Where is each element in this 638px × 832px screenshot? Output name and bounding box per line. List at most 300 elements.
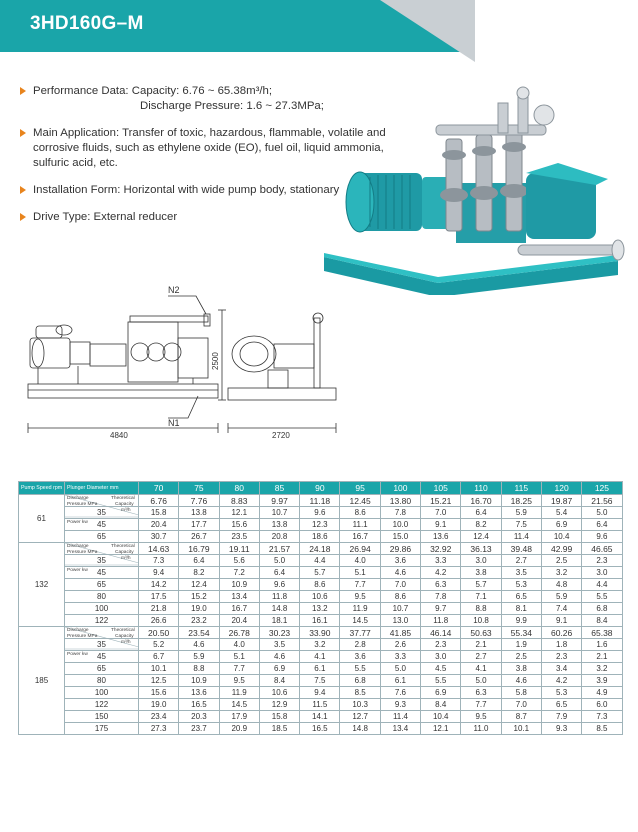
bullet-arrow-icon <box>20 186 26 194</box>
diag-power: Power kw <box>67 520 88 525</box>
specification-table <box>18 481 623 735</box>
pressure-cell: 12.5 <box>139 675 179 687</box>
pressure-cell: 2.8 <box>340 639 380 651</box>
header-decoration <box>380 0 475 62</box>
pressure-cell: 5.4 <box>541 507 581 519</box>
power-cell: 175 <box>65 723 139 735</box>
pressure-cell: 5.0 <box>380 663 420 675</box>
pressure-cell: 7.3 <box>139 555 179 567</box>
pressure-cell: 3.0 <box>421 651 461 663</box>
pressure-cell: 8.4 <box>421 699 461 711</box>
pressure-cell: 6.3 <box>421 579 461 591</box>
pressure-cell: 4.1 <box>461 663 501 675</box>
diag-capacity: Capacity <box>115 550 134 555</box>
diag-unit: m³/h <box>121 508 131 513</box>
pressure-cell: 4.6 <box>259 651 299 663</box>
table-body <box>19 495 623 735</box>
pressure-cell: 5.6 <box>219 555 259 567</box>
pressure-cell: 5.9 <box>179 651 219 663</box>
pressure-cell: 10.1 <box>139 663 179 675</box>
pressure-cell: 7.5 <box>501 519 541 531</box>
pressure-cell: 16.5 <box>300 723 340 735</box>
diameter-cell: 90 <box>300 482 340 495</box>
diameter-cell: 120 <box>541 482 581 495</box>
diameter-cell: 125 <box>582 482 622 495</box>
pump-speed-cell: 132 <box>19 543 65 627</box>
pressure-cell: 10.4 <box>421 711 461 723</box>
pressure-cell: 16.7 <box>219 603 259 615</box>
pressure-cell: 10.1 <box>501 723 541 735</box>
installation-text: Installation Form: Horizontal with wide pump body, stationary <box>33 184 340 196</box>
pressure-cell: 13.4 <box>219 591 259 603</box>
power-cell: 35 <box>65 639 139 651</box>
pressure-cell: 11.8 <box>259 591 299 603</box>
pressure-cell: 10.6 <box>259 687 299 699</box>
pressure-cell: 10.9 <box>179 675 219 687</box>
diameter-cell: 95 <box>340 482 380 495</box>
header-plunger-diameter: Plunger Diameter mm <box>65 482 139 495</box>
pressure-cell: 6.0 <box>582 699 622 711</box>
capacity-cell: 13.80 <box>380 495 420 507</box>
performance-label: Performance Data: <box>33 85 129 97</box>
pressure-cell: 6.9 <box>421 687 461 699</box>
pressure-cell: 10.3 <box>340 699 380 711</box>
pressure-cell: 6.8 <box>340 675 380 687</box>
pressure-cell: 5.7 <box>461 579 501 591</box>
dimension-width: 4840 <box>110 431 128 440</box>
pressure-cell: 6.5 <box>541 699 581 711</box>
pressure-cell: 8.6 <box>380 591 420 603</box>
power-cell: 45 <box>65 519 139 531</box>
pressure-cell: 6.8 <box>582 603 622 615</box>
pressure-cell: 12.4 <box>179 579 219 591</box>
pressure-cell: 11.9 <box>340 603 380 615</box>
pressure-cell: 8.1 <box>501 603 541 615</box>
pressure-cell: 14.5 <box>340 615 380 627</box>
pressure-cell: 7.7 <box>219 663 259 675</box>
pressure-cell: 11.1 <box>340 519 380 531</box>
capacity-cell: 12.45 <box>340 495 380 507</box>
pressure-cell: 3.0 <box>461 555 501 567</box>
pressure-cell: 3.4 <box>541 663 581 675</box>
pressure-cell: 20.9 <box>219 723 259 735</box>
diameter-cell: 70 <box>139 482 179 495</box>
pressure-cell: 8.5 <box>582 723 622 735</box>
pressure-cell: 9.5 <box>340 591 380 603</box>
bullet-arrow-icon <box>20 87 26 95</box>
pressure-cell: 13.2 <box>300 603 340 615</box>
power-cell: 100 <box>65 687 139 699</box>
diameter-cell: 105 <box>421 482 461 495</box>
pressure-cell: 7.0 <box>421 507 461 519</box>
pressure-cell: 11.9 <box>219 687 259 699</box>
nozzle-n2-label: N2 <box>168 285 180 295</box>
capacity-cell: 19.11 <box>219 543 259 555</box>
pressure-cell: 3.8 <box>501 663 541 675</box>
pressure-cell: 14.1 <box>300 711 340 723</box>
power-cell: 45 <box>65 567 139 579</box>
pressure-cell: 7.4 <box>541 603 581 615</box>
capacity-cell: 8.83 <box>219 495 259 507</box>
pressure-cell: 10.8 <box>461 615 501 627</box>
capacity-cell: 21.57 <box>259 543 299 555</box>
capacity-cell: 46.65 <box>582 543 622 555</box>
pressure-cell: 15.0 <box>380 531 420 543</box>
capacity-row <box>19 543 623 555</box>
pressure-cell: 17.7 <box>179 519 219 531</box>
pressure-row <box>19 711 623 723</box>
pressure-cell: 5.9 <box>541 591 581 603</box>
capacity-cell: 15.21 <box>421 495 461 507</box>
power-cell: 65 <box>65 531 139 543</box>
pressure-cell: 7.3 <box>582 711 622 723</box>
capacity-cell: 36.13 <box>461 543 501 555</box>
pressure-cell: 14.8 <box>340 723 380 735</box>
application-text: Main Application: Transfer of toxic, hazardous, flammable, volatile and corrosive fluids, such as ethylene oxide (EO), fuel oil, liquid ammonia, sulfuric acid, etc. <box>33 127 386 169</box>
pressure-cell: 2.3 <box>582 555 622 567</box>
power-cell: 100 <box>65 603 139 615</box>
pressure-cell: 15.8 <box>139 507 179 519</box>
pressure-cell: 6.9 <box>259 663 299 675</box>
pressure-cell: 6.4 <box>259 567 299 579</box>
capacity-cell: 19.87 <box>541 495 581 507</box>
pressure-cell: 9.3 <box>541 723 581 735</box>
pressure-cell: 12.1 <box>421 723 461 735</box>
pressure-row <box>19 699 623 711</box>
bullet-arrow-icon <box>20 129 26 137</box>
pressure-cell: 9.6 <box>582 531 622 543</box>
drive-text: Drive Type: External reducer <box>33 211 178 223</box>
pressure-row <box>19 615 623 627</box>
pressure-cell: 12.3 <box>300 519 340 531</box>
pressure-cell: 6.7 <box>139 651 179 663</box>
pressure-cell: 3.2 <box>300 639 340 651</box>
diag-discharge: Discharge <box>67 628 89 633</box>
pressure-cell: 4.2 <box>421 567 461 579</box>
nozzle-n1-label: N1 <box>168 418 180 428</box>
pressure-cell: 9.1 <box>421 519 461 531</box>
pressure-cell: 9.1 <box>541 615 581 627</box>
pressure-cell: 5.0 <box>461 675 501 687</box>
power-cell: 65 <box>65 579 139 591</box>
pressure-cell: 5.0 <box>259 555 299 567</box>
pressure-cell: 4.6 <box>501 675 541 687</box>
capacity-cell: 23.54 <box>179 627 219 639</box>
pressure-cell: 9.6 <box>259 579 299 591</box>
capacity-cell: 46.14 <box>421 627 461 639</box>
pump-speed-cell: 61 <box>19 495 65 543</box>
pressure-cell: 9.5 <box>461 711 501 723</box>
pressure-cell: 3.6 <box>340 651 380 663</box>
pressure-row <box>19 591 623 603</box>
pressure-cell: 2.5 <box>501 651 541 663</box>
diag-theoretical: Theoretical <box>111 628 135 633</box>
capacity-row <box>19 627 623 639</box>
diameter-cell: 75 <box>179 482 219 495</box>
pressure-cell: 6.5 <box>501 591 541 603</box>
pressure-cell: 23.4 <box>139 711 179 723</box>
dimension-height: 2500 <box>211 352 220 370</box>
pressure-cell: 11.5 <box>300 699 340 711</box>
pressure-cell: 9.4 <box>300 687 340 699</box>
pressure-cell: 3.2 <box>541 567 581 579</box>
pressure-cell: 8.7 <box>501 711 541 723</box>
pressure-cell: 23.7 <box>179 723 219 735</box>
pressure-cell: 15.8 <box>259 711 299 723</box>
pressure-cell: 13.0 <box>380 615 420 627</box>
pressure-cell: 10.4 <box>541 531 581 543</box>
pressure-cell: 6.4 <box>461 507 501 519</box>
pressure-cell: 12.9 <box>259 699 299 711</box>
power-cell: 35 <box>65 507 139 519</box>
pressure-cell: 7.0 <box>501 699 541 711</box>
capacity-cell: 42.99 <box>541 543 581 555</box>
pressure-cell: 5.8 <box>501 687 541 699</box>
pressure-cell: 7.2 <box>219 567 259 579</box>
pressure-cell: 4.2 <box>541 675 581 687</box>
pressure-cell: 5.5 <box>582 591 622 603</box>
pressure-cell: 5.1 <box>340 567 380 579</box>
pressure-cell: 4.9 <box>582 687 622 699</box>
pressure-cell: 23.5 <box>219 531 259 543</box>
pressure-cell: 10.7 <box>380 603 420 615</box>
pressure-cell: 7.6 <box>380 687 420 699</box>
diag-theoretical: Theoretical <box>111 496 135 501</box>
pressure-cell: 7.9 <box>541 711 581 723</box>
discharge-text: Discharge Pressure: 1.6 ~ 27.3MPa; <box>140 100 324 112</box>
pressure-cell: 4.6 <box>179 639 219 651</box>
capacity-cell: 37.77 <box>340 627 380 639</box>
pressure-cell: 4.6 <box>380 567 420 579</box>
pressure-cell: 8.6 <box>340 507 380 519</box>
pressure-cell: 26.7 <box>179 531 219 543</box>
diameter-cell: 85 <box>259 482 299 495</box>
pressure-cell: 5.9 <box>501 507 541 519</box>
pressure-cell: 6.3 <box>461 687 501 699</box>
pressure-cell: 9.7 <box>421 603 461 615</box>
diameter-cell: 115 <box>501 482 541 495</box>
pressure-cell: 4.0 <box>340 555 380 567</box>
pressure-cell: 2.1 <box>582 651 622 663</box>
power-cell: 45 <box>65 651 139 663</box>
pressure-cell: 8.2 <box>461 519 501 531</box>
pressure-row <box>19 663 623 675</box>
capacity-cell: 18.25 <box>501 495 541 507</box>
capacity-cell: 21.56 <box>582 495 622 507</box>
pressure-cell: 11.4 <box>501 531 541 543</box>
pressure-cell: 14.8 <box>259 603 299 615</box>
power-cell: 122 <box>65 699 139 711</box>
pressure-cell: 2.5 <box>541 555 581 567</box>
capacity-cell: 26.78 <box>219 627 259 639</box>
pressure-cell: 3.6 <box>380 555 420 567</box>
pressure-cell: 4.8 <box>541 579 581 591</box>
pressure-cell: 12.7 <box>340 711 380 723</box>
pressure-cell: 6.1 <box>300 663 340 675</box>
pressure-cell: 18.1 <box>259 615 299 627</box>
diag-capacity: Capacity <box>115 502 134 507</box>
pressure-cell: 17.5 <box>139 591 179 603</box>
pressure-cell: 4.5 <box>421 663 461 675</box>
pressure-cell: 3.8 <box>461 567 501 579</box>
capacity-cell: 41.85 <box>380 627 420 639</box>
pressure-cell: 4.4 <box>300 555 340 567</box>
pressure-cell: 16.5 <box>179 699 219 711</box>
pressure-cell: 9.4 <box>139 567 179 579</box>
capacity-cell: 65.38 <box>582 627 622 639</box>
capacity-cell: 50.63 <box>461 627 501 639</box>
pressure-cell: 2.1 <box>461 639 501 651</box>
power-cell: 122 <box>65 615 139 627</box>
pressure-cell: 2.7 <box>461 651 501 663</box>
pressure-cell: 30.7 <box>139 531 179 543</box>
capacity-cell: 6.76 <box>139 495 179 507</box>
capacity-cell: 16.70 <box>461 495 501 507</box>
pressure-cell: 1.9 <box>501 639 541 651</box>
pressure-cell: 5.0 <box>582 507 622 519</box>
pressure-cell: 7.7 <box>340 579 380 591</box>
pressure-cell: 11.4 <box>380 711 420 723</box>
diag-pressure: Pressure MPa <box>67 502 98 507</box>
capacity-cell: 60.26 <box>541 627 581 639</box>
pressure-cell: 7.8 <box>421 591 461 603</box>
pump-photo <box>318 85 636 295</box>
pressure-row <box>19 723 623 735</box>
pressure-cell: 8.4 <box>259 675 299 687</box>
pressure-cell: 7.5 <box>300 675 340 687</box>
pressure-cell: 9.3 <box>380 699 420 711</box>
pressure-cell: 13.6 <box>179 687 219 699</box>
pressure-cell: 13.6 <box>421 531 461 543</box>
power-cell: 80 <box>65 675 139 687</box>
dimension-drawing <box>18 278 368 450</box>
pressure-cell: 9.5 <box>219 675 259 687</box>
pressure-cell: 12.4 <box>461 531 501 543</box>
pressure-cell: 4.0 <box>219 639 259 651</box>
pressure-row <box>19 531 623 543</box>
pressure-cell: 14.2 <box>139 579 179 591</box>
capacity-cell: 39.48 <box>501 543 541 555</box>
pump-speed-cell: 185 <box>19 627 65 735</box>
diameter-cell: 110 <box>461 482 501 495</box>
pressure-cell: 12.1 <box>219 507 259 519</box>
pressure-cell: 15.6 <box>139 687 179 699</box>
pressure-cell: 1.6 <box>582 639 622 651</box>
pressure-cell: 10.7 <box>259 507 299 519</box>
pressure-cell: 26.6 <box>139 615 179 627</box>
pressure-cell: 8.8 <box>179 663 219 675</box>
pressure-cell: 3.3 <box>421 555 461 567</box>
pressure-cell: 5.5 <box>340 663 380 675</box>
capacity-row <box>19 495 623 507</box>
pressure-cell: 27.3 <box>139 723 179 735</box>
pressure-cell: 5.3 <box>501 579 541 591</box>
pressure-cell: 15.6 <box>219 519 259 531</box>
diag-discharge: Discharge <box>67 544 89 549</box>
pressure-cell: 1.8 <box>541 639 581 651</box>
pressure-cell: 3.3 <box>380 651 420 663</box>
pressure-cell: 4.1 <box>300 651 340 663</box>
pressure-cell: 20.4 <box>219 615 259 627</box>
pressure-row <box>19 603 623 615</box>
header-pump-speed: Pump Speed rpm <box>19 482 65 495</box>
capacity-cell: 29.86 <box>380 543 420 555</box>
pressure-cell: 4.4 <box>582 579 622 591</box>
pressure-cell: 20.4 <box>139 519 179 531</box>
pressure-cell: 20.8 <box>259 531 299 543</box>
pressure-cell: 21.8 <box>139 603 179 615</box>
pressure-cell: 11.0 <box>461 723 501 735</box>
power-cell: 80 <box>65 591 139 603</box>
pressure-cell: 3.5 <box>501 567 541 579</box>
pressure-cell: 7.8 <box>380 507 420 519</box>
capacity-cell: 24.18 <box>300 543 340 555</box>
pressure-cell: 2.7 <box>501 555 541 567</box>
capacity-cell: 14.63 <box>139 543 179 555</box>
diag-theoretical: Theoretical <box>111 544 135 549</box>
pressure-cell: 13.4 <box>380 723 420 735</box>
pressure-cell: 7.1 <box>461 591 501 603</box>
pressure-cell: 6.4 <box>179 555 219 567</box>
pressure-cell: 14.5 <box>219 699 259 711</box>
pressure-cell: 5.7 <box>300 567 340 579</box>
pressure-row <box>19 687 623 699</box>
pressure-cell: 3.9 <box>582 675 622 687</box>
pressure-cell: 2.3 <box>421 639 461 651</box>
pressure-cell: 16.1 <box>300 615 340 627</box>
pressure-cell: 13.8 <box>259 519 299 531</box>
capacity-cell: 32.92 <box>421 543 461 555</box>
pressure-cell: 7.7 <box>461 699 501 711</box>
pressure-cell: 17.9 <box>219 711 259 723</box>
capacity-text: Capacity: 6.76 ~ 65.38m³/h; <box>131 85 273 97</box>
bullet-arrow-icon <box>20 213 26 221</box>
pressure-cell: 5.3 <box>541 687 581 699</box>
capacity-cell: 20.50 <box>139 627 179 639</box>
pressure-row <box>19 675 623 687</box>
diag-pressure: Pressure MPa <box>67 550 98 555</box>
pressure-cell: 8.6 <box>300 579 340 591</box>
diag-capacity: Capacity <box>115 634 134 639</box>
pressure-cell: 15.2 <box>179 591 219 603</box>
pressure-cell: 8.4 <box>582 615 622 627</box>
diag-unit: m³/h <box>121 640 131 645</box>
pressure-cell: 20.3 <box>179 711 219 723</box>
pressure-cell: 3.0 <box>582 567 622 579</box>
pressure-cell: 5.5 <box>421 675 461 687</box>
pressure-cell: 18.6 <box>300 531 340 543</box>
capacity-cell: 55.34 <box>501 627 541 639</box>
diameter-cell: 80 <box>219 482 259 495</box>
capacity-cell: 26.94 <box>340 543 380 555</box>
pressure-cell: 16.7 <box>340 531 380 543</box>
diag-unit: m³/h <box>121 556 131 561</box>
pressure-cell: 18.5 <box>259 723 299 735</box>
pressure-cell: 10.0 <box>380 519 420 531</box>
pressure-cell: 6.1 <box>380 675 420 687</box>
pressure-cell: 8.5 <box>340 687 380 699</box>
pressure-cell: 8.2 <box>179 567 219 579</box>
capacity-cell: 7.76 <box>179 495 219 507</box>
pressure-cell: 5.2 <box>139 639 179 651</box>
power-cell: 150 <box>65 711 139 723</box>
pressure-cell: 6.4 <box>582 519 622 531</box>
diag-pressure: Pressure MPa <box>67 634 98 639</box>
pressure-cell: 3.5 <box>259 639 299 651</box>
pressure-cell: 10.9 <box>219 579 259 591</box>
diag-discharge: Discharge <box>67 496 89 501</box>
pressure-cell: 6.9 <box>541 519 581 531</box>
